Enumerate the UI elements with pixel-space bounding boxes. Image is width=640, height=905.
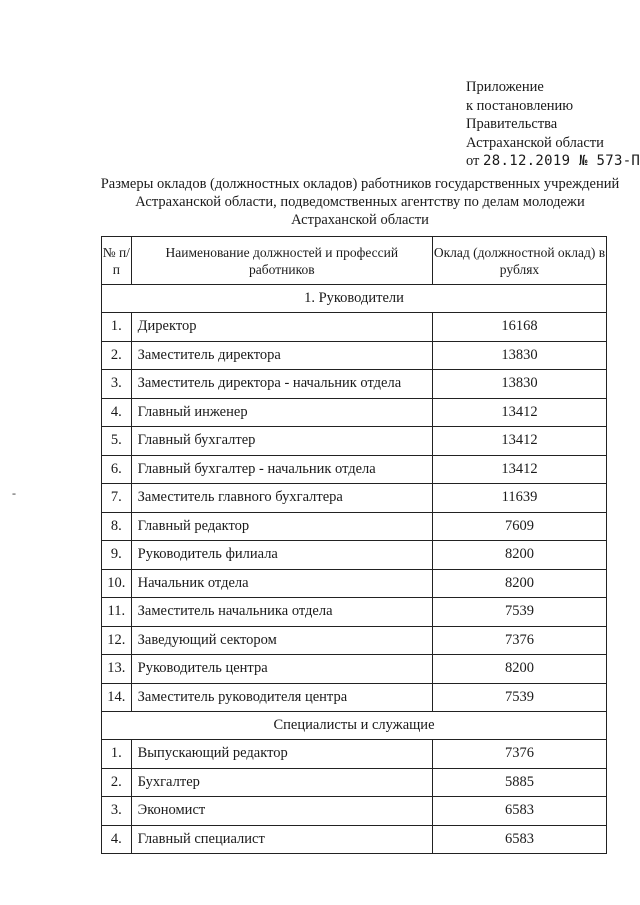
- table-row: [102, 398, 607, 427]
- row-salary: 8200: [432, 655, 606, 684]
- header-position-name: Наименование должностей и профессий работников: [131, 237, 432, 285]
- row-number: 4.: [102, 825, 132, 854]
- row-position-name: Начальник отдела: [131, 569, 432, 598]
- row-number: 9.: [102, 541, 132, 570]
- row-salary: 7376: [432, 626, 606, 655]
- appendix-line: Приложение: [466, 79, 544, 95]
- row-number: 13.: [102, 655, 132, 684]
- row-salary: 16168: [432, 313, 606, 342]
- row-salary: 7539: [432, 683, 606, 712]
- table-header-row: [102, 237, 607, 285]
- table-row: [102, 598, 607, 627]
- row-number: 1.: [102, 313, 132, 342]
- row-number: 14.: [102, 683, 132, 712]
- table-row: [102, 455, 607, 484]
- row-position-name: Заместитель главного бухгалтера: [131, 484, 432, 513]
- row-position-name: Заместитель начальника отдела: [131, 598, 432, 627]
- row-salary: 13412: [432, 455, 606, 484]
- row-salary: 6583: [432, 797, 606, 826]
- table-row: [102, 427, 607, 456]
- appendix-line: Астраханской области: [466, 134, 604, 151]
- row-number: 8.: [102, 512, 132, 541]
- table-row: [102, 797, 607, 826]
- section-title-specialists: Специалисты и служащие: [102, 712, 607, 740]
- row-salary: 13830: [432, 370, 606, 399]
- row-position-name: Заведующий сектором: [131, 626, 432, 655]
- row-position-name: Главный бухгалтер: [131, 427, 432, 456]
- row-salary: 7376: [432, 740, 606, 769]
- row-number: 2.: [102, 341, 132, 370]
- decree-date-stamp: 28.12.2019 № 573-П: [483, 153, 640, 169]
- table-row: [102, 825, 607, 854]
- table-row: [102, 683, 607, 712]
- row-position-name: Выпускающий редактор: [131, 740, 432, 769]
- table-row: [102, 341, 607, 370]
- section-row: [102, 285, 607, 313]
- row-position-name: Главный бухгалтер - начальник отдела: [131, 455, 432, 484]
- row-salary: 13412: [432, 398, 606, 427]
- row-position-name: Экономист: [131, 797, 432, 826]
- table-row: [102, 512, 607, 541]
- table-row: [102, 740, 607, 769]
- table-row: [102, 655, 607, 684]
- row-position-name: Заместитель руководителя центра: [131, 683, 432, 712]
- table-row: [102, 541, 607, 570]
- decree-date-prefix: от: [466, 153, 480, 169]
- margin-mark: -: [12, 486, 16, 500]
- appendix-line: Правительства: [466, 116, 558, 132]
- row-number: 3.: [102, 797, 132, 826]
- row-number: 12.: [102, 626, 132, 655]
- row-number: 4.: [102, 398, 132, 427]
- table-row: [102, 626, 607, 655]
- table-row: [102, 569, 607, 598]
- row-position-name: Главный специалист: [131, 825, 432, 854]
- table-row: [102, 768, 607, 797]
- row-number: 1.: [102, 740, 132, 769]
- row-number: 5.: [102, 427, 132, 456]
- section-title-managers: 1. Руководители: [102, 285, 607, 313]
- header-number: № п/п: [102, 237, 132, 285]
- row-position-name: Заместитель директора - начальник отдела: [131, 370, 432, 399]
- row-position-name: Главный инженер: [131, 398, 432, 427]
- header-salary: Оклад (должностной оклад) в рублях: [432, 237, 606, 285]
- row-position-name: Бухгалтер: [131, 768, 432, 797]
- document-title: Размеры окладов (должностных окладов) работников государственных учреждений Астраханской области, подведомственных агентству по делам молодежи Астраханской области: [100, 176, 620, 228]
- row-position-name: Руководитель филиала: [131, 541, 432, 570]
- row-number: 6.: [102, 455, 132, 484]
- decree-date-line: [466, 152, 640, 171]
- row-salary: 8200: [432, 569, 606, 598]
- table-row: [102, 484, 607, 513]
- row-number: 3.: [102, 370, 132, 399]
- row-number: 7.: [102, 484, 132, 513]
- appendix-line: к постановлению: [466, 97, 574, 114]
- row-number: 10.: [102, 569, 132, 598]
- table-row: [102, 313, 607, 342]
- table-row: [102, 370, 607, 399]
- row-number: 2.: [102, 768, 132, 797]
- row-salary: 13830: [432, 341, 606, 370]
- row-salary: 8200: [432, 541, 606, 570]
- row-salary: 13412: [432, 427, 606, 456]
- salary-table: [101, 236, 607, 854]
- row-salary: 11639: [432, 484, 606, 513]
- row-salary: 6583: [432, 825, 606, 854]
- row-position-name: Руководитель центра: [131, 655, 432, 684]
- row-salary: 7609: [432, 512, 606, 541]
- row-salary: 5885: [432, 768, 606, 797]
- row-salary: 7539: [432, 598, 606, 627]
- appendix-block: [466, 78, 640, 171]
- section-row: [102, 712, 607, 740]
- row-position-name: Заместитель директора: [131, 341, 432, 370]
- row-position-name: Директор: [131, 313, 432, 342]
- row-position-name: Главный редактор: [131, 512, 432, 541]
- row-number: 11.: [102, 598, 132, 627]
